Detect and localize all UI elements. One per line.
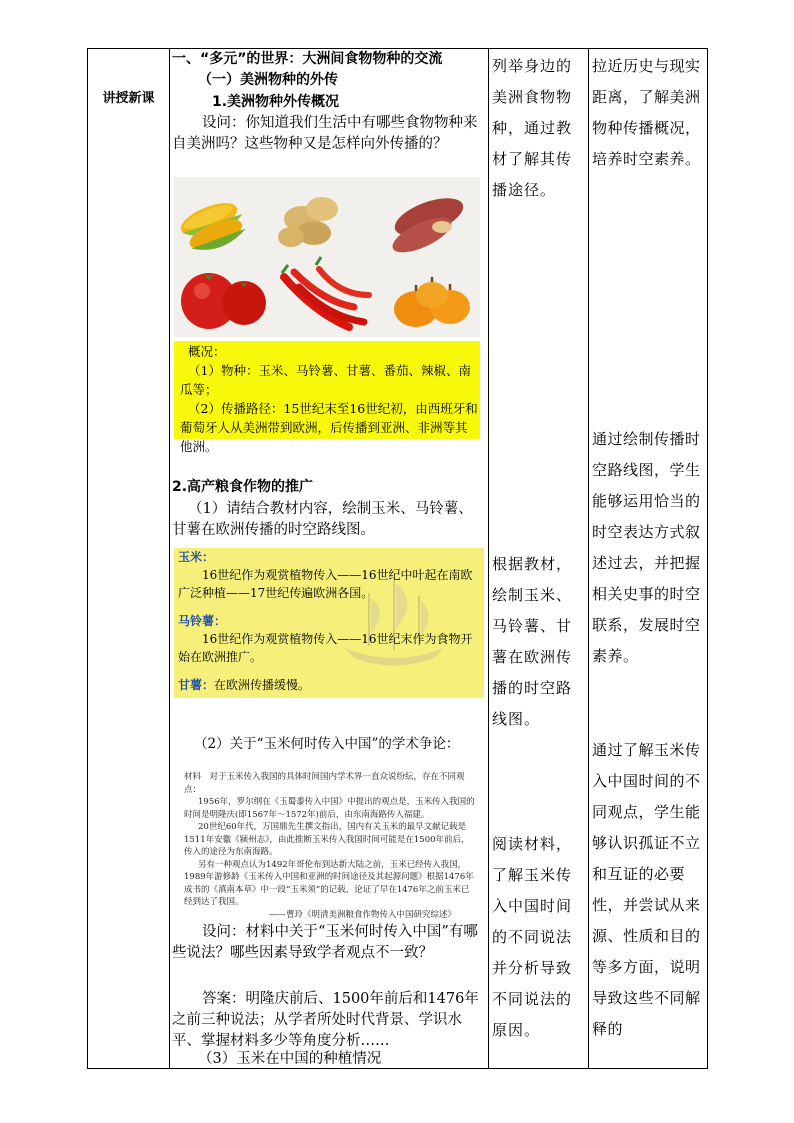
material-view-2: 20世纪60年代，万国鼎先生撰文指出，国内有关玉米的最早文献记载是1511年安徽《颍州志》，由此推断玉米传入我国时间可能是在1500年前后，传入的途径为东南海路。 — [184, 822, 470, 857]
intent-2: 通过绘制传播时空路线图，学生能够运用恰当的时空表达方式叙述过去，并把握相关史事的时空联系，发展时空素养。 — [592, 430, 701, 665]
sweet-potato-line — [178, 676, 310, 694]
section-heading: 一、“多元”的世界：大洲间食物物种的交流 — [172, 51, 443, 67]
activity-3: 阅读材料，了解玉米传入中国时间的不同说法并分析导致不同说法的原因。 — [492, 835, 573, 1039]
table-border-col2 — [488, 48, 489, 1069]
summary-highlight-box — [174, 341, 480, 454]
summary-species: （1）物种：玉米、马铃薯、甘薯、番茄、辣椒、南瓜等； — [180, 363, 471, 397]
food-photo — [174, 177, 480, 337]
task-paragraph-2: （2）关于“玉米何时传入中国”的学术争论： — [194, 736, 460, 752]
potato-label: 马铃薯： — [178, 614, 227, 628]
material-intro: 材料 对于玉米传入我国的具体时间国内学术界一直众说纷纭，存在不同观点： — [184, 772, 465, 795]
task-paragraph-3: （3）玉米在中国的种植情况 — [198, 1051, 382, 1067]
summary-route: （2）传播路径：15世纪末至16世纪初，由西班牙和葡萄牙人从美洲带到欧洲，后传播到亚洲、非洲等其他洲。 — [180, 401, 478, 454]
material-excerpt — [184, 771, 476, 921]
activity-2: 根据教材，绘制玉米、马铃薯、甘薯在欧洲传播的时空路线图。 — [492, 555, 573, 728]
intent-1: 拉近历史与现实距离，了解美洲物种传播概况，培养时空素养。 — [592, 57, 701, 168]
corn-route: 16世纪作为观赏植物传入——16世纪中叶起在南欧广泛种植——17世纪传遍欧洲各国。 — [178, 568, 473, 600]
row-label: 讲授新课 — [102, 91, 155, 106]
table-border-left — [87, 48, 88, 1069]
material-view-1: 1956年，罗尔纲在《玉蜀黍传入中国》中提出的观点是，玉米传入我国的时间是明隆庆(即1567年～1572年)前后，由东南海路传入福建。 — [184, 797, 475, 820]
task-paragraph-1: （1）请结合教材内容，绘制玉米、马铃薯、甘薯在欧洲传播的时空路线图。 — [172, 501, 473, 538]
summary-title: 概况： — [188, 344, 226, 359]
subsection-heading: （一）美洲物种的外传 — [198, 72, 338, 88]
sweet-potato-route: 在欧洲传播缓慢。 — [214, 678, 311, 692]
potato-route: 16世纪作为观赏植物传入——16世纪末作为食物开始在欧洲推广。 — [178, 632, 473, 664]
corn-label: 玉米： — [178, 550, 215, 564]
question-paragraph-2: 设问：材料中关于“玉米何时传入中国”有哪些说法？哪些因素导致学者观点不一致？ — [172, 924, 478, 961]
topic-heading-2: 2.高产粮食作物的推广 — [172, 479, 314, 495]
topic-heading: 1.美洲物种外传概况 — [212, 94, 340, 110]
table-border-col3 — [588, 48, 589, 1069]
activity-1: 列举身边的美洲食物物种，通过教材了解其传播途径。 — [492, 57, 573, 199]
question-paragraph: 设问：你知道我们生活中有哪些食物物种来自美洲吗？这些物种又是怎样向外传播的？ — [172, 115, 478, 152]
route-highlight-box — [174, 548, 484, 698]
table-bottom-border — [87, 1068, 708, 1069]
table-border-col1 — [169, 48, 170, 1069]
material-view-3: 另有一种观点认为1492年哥伦布到达新大陆之前，玉米已经传入我国，1989年游修龄《玉米传入中国和亚洲的时间途径及其起源问题》根据1476年成书的《滇南本草》中一段“玉米须”的记载，论证了早在1476年之前玉米已经到达了我国。 — [184, 859, 474, 907]
food-photo-grid — [174, 177, 480, 337]
table-border-right — [707, 48, 708, 1069]
sweet-potato-label: 甘薯： — [178, 678, 215, 692]
intent-3: 通过了解玉米传入中国时间的不同观点，学生能够认识孤证不立和互证的必要性，并尝试从来源、性质和目的等多方面，说明导致这些不同解释的 — [592, 741, 701, 1038]
answer-paragraph: 答案：明隆庆前后、1500年前后和1476年之前三种说法；从学者所处时代背景、学识水平、掌握材料多少等角度分析…… — [172, 991, 479, 1049]
material-source: ——曹玲《明清美洲粮食作物传入中国研究综述》 — [268, 909, 456, 920]
